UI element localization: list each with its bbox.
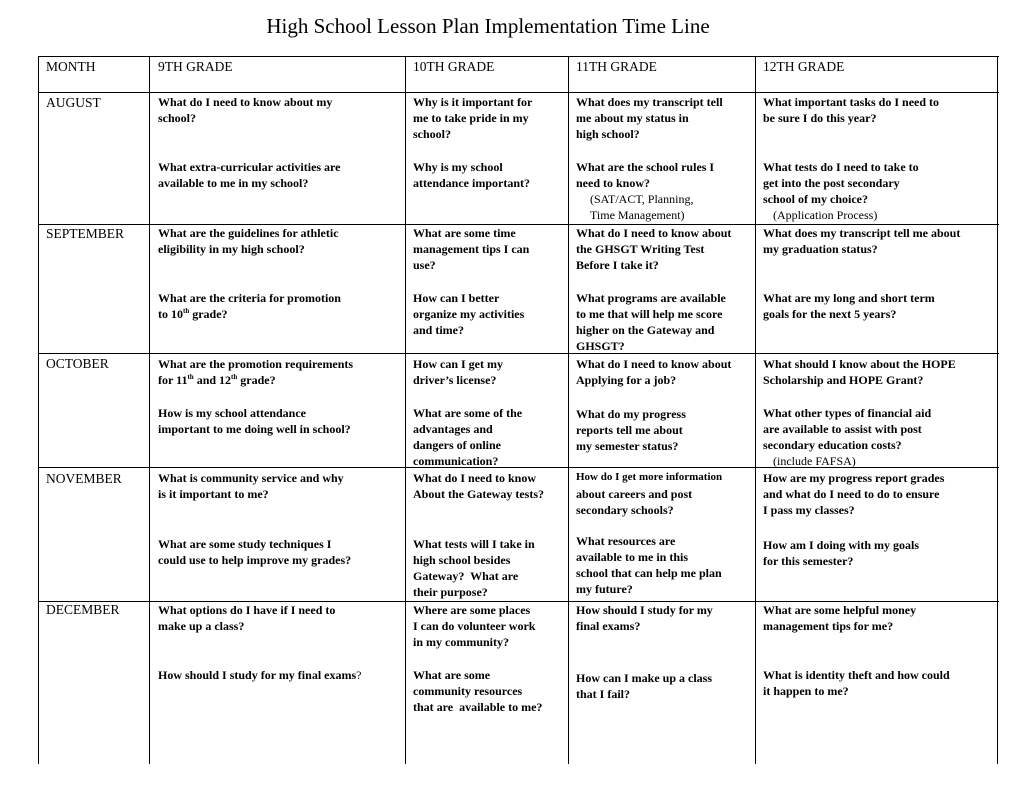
- question: How should I study for my final exams?: [576, 603, 713, 633]
- question: What other types of financial aid are available to assist with post secondary education costs?: [763, 406, 932, 452]
- question: What do I need to know About the Gateway tests?: [413, 471, 544, 501]
- question: How are my progress report grades and what do I need to do to ensure I pass my classes?: [763, 471, 945, 517]
- note: (Application Process): [773, 208, 878, 222]
- month-november: NOVEMBER: [46, 471, 122, 486]
- table-border-right: [997, 56, 998, 764]
- question: What are the school rules I need to know?: [576, 160, 715, 190]
- header-12th-grade: 12TH GRADE: [763, 59, 845, 74]
- question: How can I better organize my activities and time?: [413, 291, 525, 337]
- note: (SAT/ACT, Planning, Time Management): [590, 192, 694, 222]
- question: What does my transcript tell me about my graduation status?: [763, 226, 961, 256]
- header-9th-grade: 9TH GRADE: [158, 59, 233, 74]
- question: How can I get my driver’s license?: [413, 357, 503, 387]
- month-august: AUGUST: [46, 95, 101, 110]
- question: What extra-curricular activities are available to me in my school?: [158, 160, 341, 190]
- question: What resources are available to me in this school that can help me plan my future?: [576, 534, 722, 596]
- question: Why is it important for me to take pride in my school?: [413, 95, 533, 141]
- question: What are some helpful money management tips for me?: [763, 603, 917, 633]
- column-divider: [149, 56, 150, 764]
- note: (include FAFSA): [773, 454, 856, 468]
- column-divider: [755, 56, 756, 764]
- question: What programs are available to me that will help me score higher on the Gateway and GHSGT?: [576, 291, 726, 353]
- question: How should I study for my final exams?: [158, 668, 362, 682]
- question: What are the criteria for promotion to 10th grade?: [158, 291, 341, 321]
- question: What should I know about the HOPE Scholarship and HOPE Grant?: [763, 357, 956, 387]
- question: What do I need to know about the GHSGT Writing Test Before I take it?: [576, 226, 732, 272]
- row-divider: [38, 92, 999, 93]
- question: What is identity theft and how could it happen to me?: [763, 668, 950, 698]
- question: What do my progress reports tell me about my semester status?: [576, 407, 686, 453]
- question: How do I get more information: [576, 471, 723, 483]
- question: What options do I have if I need to make up a class?: [158, 603, 336, 633]
- question: What are my long and short term goals for the next 5 years?: [763, 291, 935, 321]
- question: about careers and post secondary schools?: [576, 487, 693, 517]
- column-divider: [405, 56, 406, 764]
- question: What is community service and why is it important to me?: [158, 471, 344, 501]
- table-border-top: [38, 56, 999, 57]
- month-september: SEPTEMBER: [46, 226, 125, 241]
- header-month: MONTH: [46, 59, 96, 74]
- question: What are the guidelines for athletic eligibility in my high school?: [158, 226, 339, 256]
- question: What are some of the advantages and dangers of online communication?: [413, 406, 523, 468]
- question: Why is my school attendance important?: [413, 160, 530, 190]
- table-border-left: [38, 56, 39, 764]
- row-divider: [38, 353, 999, 354]
- question: How can I make up a class that I fail?: [576, 671, 713, 701]
- question: What are some time management tips I can use?: [413, 226, 530, 272]
- question: What are the promotion requirements for 11th and 12th grade?: [158, 357, 354, 387]
- question: What do I need to know about my school?: [158, 95, 333, 125]
- question: How am I doing with my goals for this semester?: [763, 538, 920, 568]
- column-divider: [568, 56, 569, 764]
- question: What tests will I take in high school besides Gateway? What are their purpose?: [413, 537, 535, 599]
- question: What tests do I need to take to get into the post secondary school of my choice?: [763, 160, 919, 206]
- month-december: DECEMBER: [46, 602, 120, 617]
- timeline-table: [38, 56, 999, 764]
- month-october: OCTOBER: [46, 356, 109, 371]
- question: What are some study techniques I could use to help improve my grades?: [158, 537, 352, 567]
- header-10th-grade: 10TH GRADE: [413, 59, 495, 74]
- question: How is my school attendance important to me doing well in school?: [158, 406, 351, 436]
- question: Where are some places I can do volunteer work in my community?: [413, 603, 536, 649]
- question: What important tasks do I need to be sure I do this year?: [763, 95, 940, 125]
- header-11th-grade: 11TH GRADE: [576, 59, 657, 74]
- page-title: High School Lesson Plan Implementation Time Line: [266, 14, 710, 38]
- question: What does my transcript tell me about my status in high school?: [576, 95, 723, 141]
- question: What are some community resources that are available to me?: [413, 668, 543, 714]
- question: What do I need to know about Applying for a job?: [576, 357, 732, 387]
